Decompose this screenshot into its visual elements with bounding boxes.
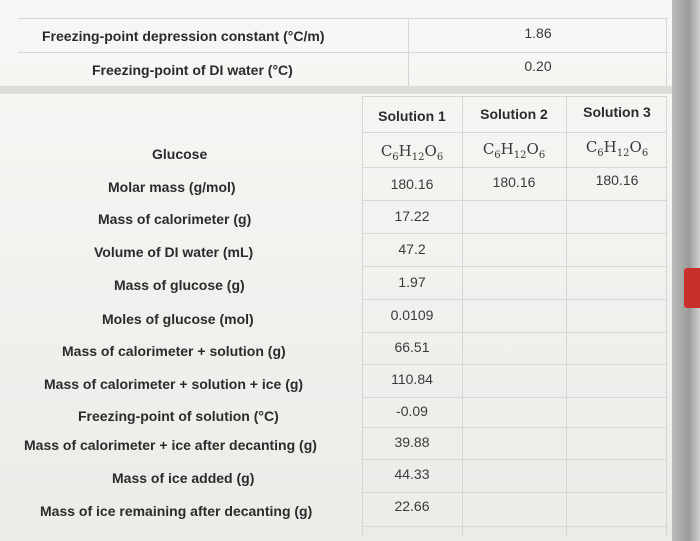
grid-line [362,459,667,460]
grid-line [362,266,667,267]
row-label-mass-calorimeter: Mass of calorimeter (g) [98,211,252,227]
mass-calorimeter-ice-decanting-solution-1: 39.88 [394,434,430,450]
grid-line [362,167,667,168]
grid-line [566,96,567,536]
grid-line [18,18,668,19]
freezing-point-di-water-label: Freezing-point of DI water (°C) [92,62,293,78]
grid-line [18,52,668,53]
header-solution-2: Solution 2 [480,106,548,122]
grid-line [362,427,667,428]
grid-line [362,492,667,493]
row-label-mass-calorimeter-solution-ice: Mass of calorimeter + solution + ice (g) [44,376,304,392]
row-label-mass-ice-remaining: Mass of ice remaining after decanting (g) [40,503,313,519]
molar-mass-solution-1: 180.16 [390,176,434,192]
mass-calorimeter-solution-1: 17.22 [394,208,430,224]
freezing-point-di-water-value: 0.20 [524,58,552,74]
row-label-freezing-point-solution: Freezing-point of solution (°C) [78,408,279,424]
row-label-mass-glucose: Mass of glucose (g) [114,277,245,293]
mass-ice-remaining-solution-1: 22.66 [394,498,430,514]
freezing-point-depression-constant-label: Freezing-point depression constant (°C/m) [42,28,325,44]
row-label-mass-calorimeter-solution: Mass of calorimeter + solution (g) [62,343,286,359]
grid-line [362,200,667,201]
freezing-point-depression-constant-value: 1.86 [524,25,552,41]
grid-line [362,299,667,300]
mass-ice-added-solution-1: 44.33 [394,466,430,482]
molar-mass-solution-2: 180.16 [492,174,536,190]
header-solution-1: Solution 1 [378,108,446,124]
grid-line [362,397,667,398]
section-divider [0,86,672,94]
mass-calorimeter-solution-solution-1: 66.51 [394,339,430,355]
mass-calorimeter-solution-ice-solution-1: 110.84 [391,371,433,387]
row-label-mass-ice-added: Mass of ice added (g) [112,470,255,486]
volume-di-water-solution-1: 47.2 [398,241,426,257]
grid-line [362,332,667,333]
formula-solution-1: $C_6H_{12}O_6$ [380,142,444,163]
moles-glucose-solution-1: 0.0109 [390,307,434,323]
molar-mass-solution-3: 180.16 [595,172,639,188]
grid-line [362,96,667,97]
grid-line [362,233,667,234]
grid-line [666,96,667,536]
grid-line [362,96,363,536]
grid-line [408,18,409,86]
row-label-volume-di-water: Volume of DI water (mL) [94,244,254,260]
row-label-mass-calorimeter-ice-decanting: Mass of calorimeter + ice after decanting (g) [24,437,317,453]
grid-line [362,364,667,365]
row-label-moles-glucose: Moles of glucose (mol) [102,311,254,327]
formula-solution-2: $C_6H_{12}O_6$ [482,140,546,161]
header-solution-3: Solution 3 [583,104,651,120]
grid-line [666,18,667,86]
freezing-point-solution-1: -0.09 [396,403,428,419]
screen-edge [672,0,700,541]
grid-line [362,526,667,527]
edge-tab [684,268,700,308]
grid-line [362,132,667,133]
formula-solution-3: $C_6H_{12}O_6$ [585,138,649,159]
mass-glucose-solution-1: 1.97 [398,274,426,290]
grid-line [462,96,463,536]
row-label-glucose: Glucose [152,146,208,162]
row-label-molar-mass: Molar mass (g/mol) [108,179,236,195]
